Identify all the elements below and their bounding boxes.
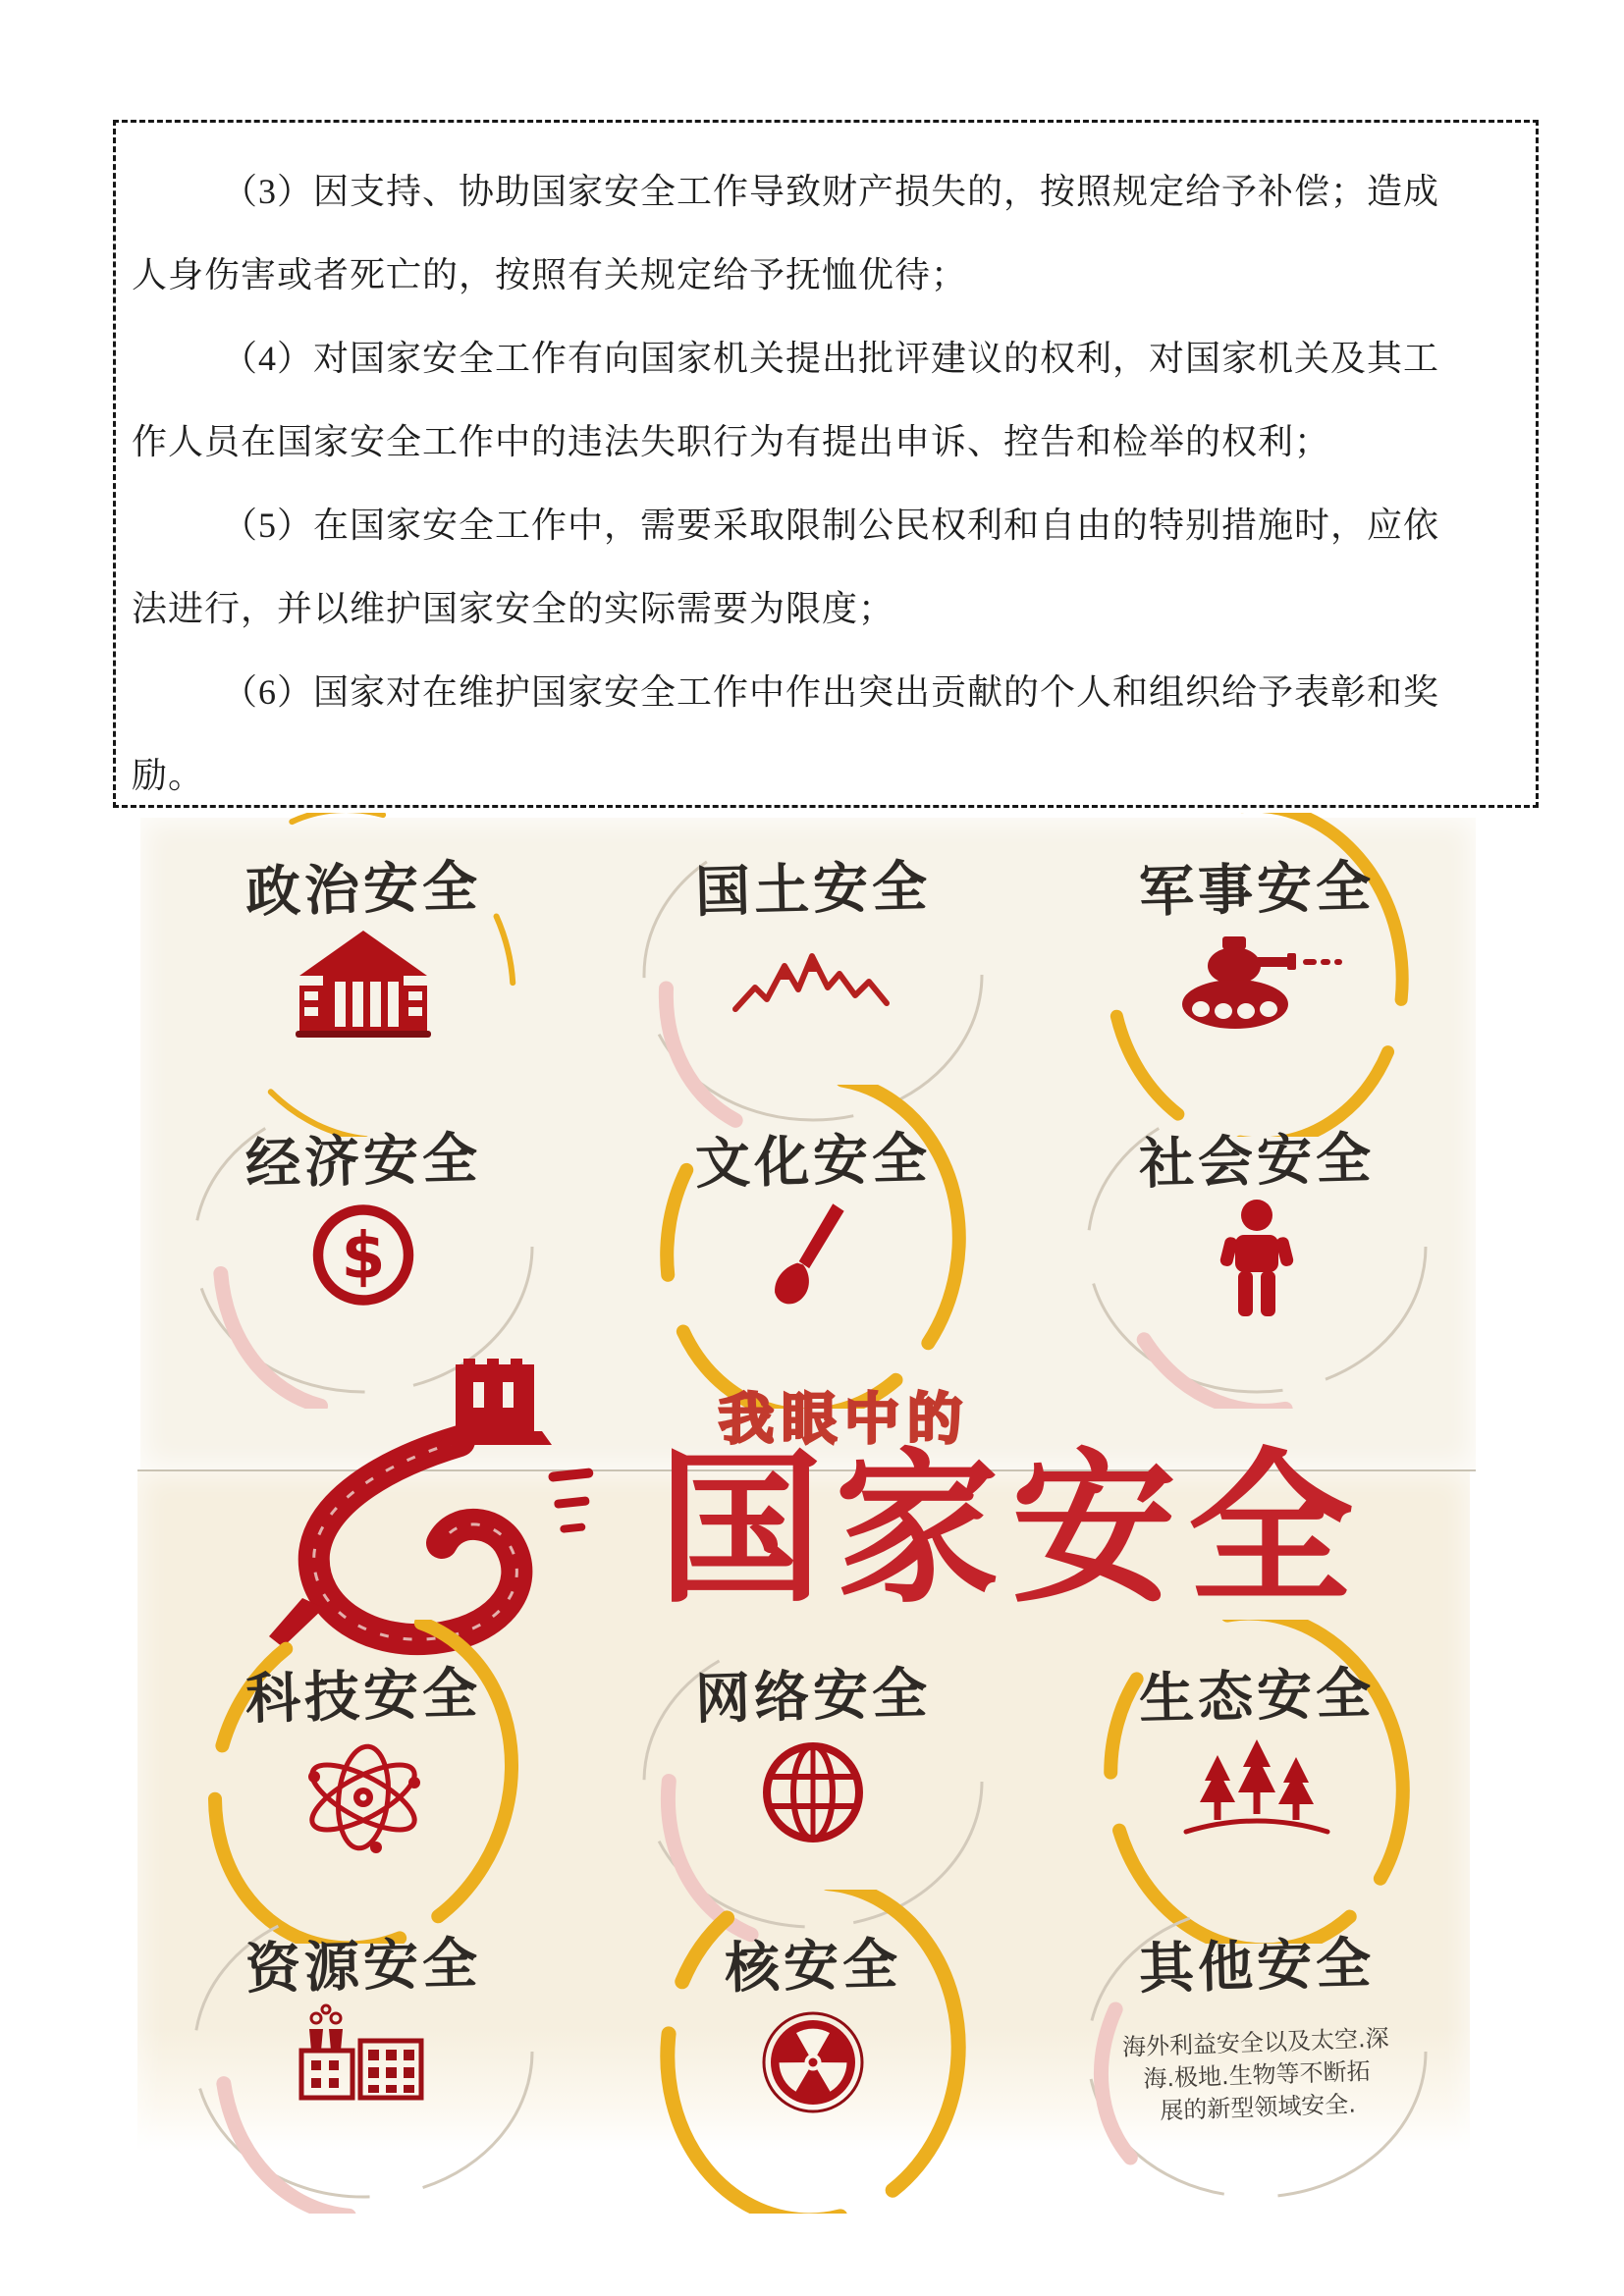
badge-nuclear-security: [626, 1890, 1000, 2214]
notice-line: 人身伤害或者死亡的，按照有关规定给予抚恤优待；: [132, 255, 968, 294]
notice-line: （3）因支持、协助国家安全工作导致财产损失的，按照规定给予补偿；造成: [222, 172, 1440, 211]
radiation-icon: [754, 2003, 872, 2121]
badge-social-security: [1070, 1085, 1443, 1409]
notice-line: （4）对国家安全工作有向国家机关提出批评建议的权利，对国家机关及其工: [222, 339, 1440, 378]
badge-other-security: [1070, 1890, 1443, 2214]
badge-label: 其他安全: [1138, 1931, 1376, 2002]
notice-box: [113, 120, 1539, 808]
svg-text:$: $: [341, 1219, 386, 1294]
badge-resource-security: [177, 1890, 550, 2214]
atom-icon: [290, 1734, 437, 1861]
badge-label: 政治安全: [244, 854, 482, 926]
mountains-icon: [730, 927, 896, 1025]
badge-label: 资源安全: [244, 1931, 482, 2002]
badge-label: 科技安全: [244, 1661, 482, 1733]
notice-line: 作人员在国家安全工作中的违法失职行为有提出申诉、控告和检举的权利；: [132, 422, 1331, 461]
badge-label: 文化安全: [694, 1126, 932, 1198]
badge-label: 国土安全: [694, 854, 932, 926]
notice-line: （5）在国家安全工作中，需要采取限制公民权利和自由的特别措施时，应依: [222, 506, 1440, 545]
notice-line: （6）国家对在维护国家安全工作中作出突出贡献的个人和组织给予表彰和奖: [222, 672, 1440, 712]
pine-trees-icon: [1178, 1734, 1335, 1842]
note-line: 海.极地.生物等不断拓: [1142, 2056, 1372, 2094]
person-icon: [1203, 1199, 1311, 1326]
note-line: 展的新型领域安全.: [1159, 2090, 1357, 2125]
badge-label: 核安全: [724, 1932, 902, 2002]
handwritten-note: [1078, 2021, 1435, 2131]
note-line: 海外利益安全以及太空.深: [1121, 2024, 1390, 2061]
badge-label: 网络安全: [694, 1661, 932, 1733]
government-building-icon: [290, 927, 437, 1044]
badge-cultural-security: [626, 1085, 1000, 1409]
poster-title: 国家安全: [658, 1433, 1365, 1626]
notice-line: 励。: [132, 756, 205, 795]
notice-line: 法进行，并以维护国家安全的实际需要为限度；: [132, 589, 895, 628]
badge-label: 军事安全: [1138, 854, 1376, 926]
tank-icon: [1164, 927, 1350, 1035]
factory-icon: [290, 2003, 437, 2111]
badge-label: 社会安全: [1138, 1126, 1376, 1198]
poster-eyebrow: 我眼中的: [719, 1388, 970, 1452]
dollar-coin-icon: [307, 1199, 420, 1311]
paint-brush-icon: [759, 1199, 867, 1326]
badge-label: 经济安全: [244, 1126, 482, 1198]
badge-label: 生态安全: [1138, 1661, 1376, 1733]
globe-icon: [754, 1734, 872, 1851]
